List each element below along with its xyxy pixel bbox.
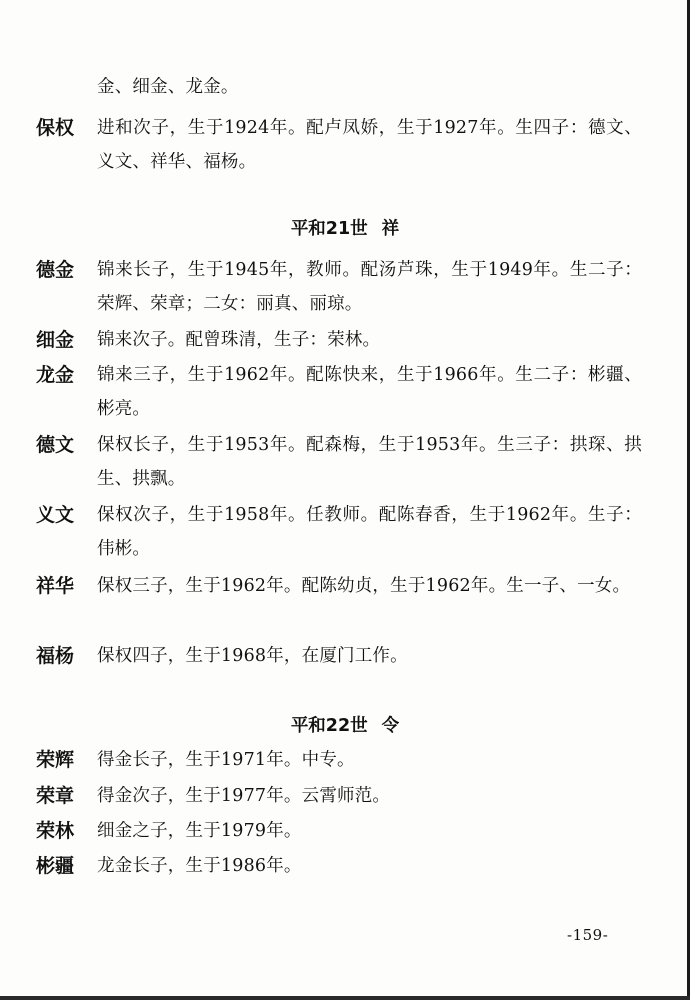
generation-label: 平和21世 (290, 219, 368, 239)
entry-text: 得金长子，生于1971年。中专。 (97, 750, 355, 770)
entry-text: 保权四子，生于1968年，在厦门工作。 (97, 646, 408, 666)
entry-name: 义文 (36, 504, 75, 526)
entry-text: 龙金长子，生于1986年。 (97, 856, 302, 876)
entry-text: 锦来次子。配曾珠清，生子：荣林。 (97, 330, 381, 350)
entry-text: 进和次子，生于1924年。配卢凤娇，生于1927年。生四子：德文、义文、祥华、福杨。 (97, 118, 642, 172)
entry-name: 彬疆 (36, 855, 75, 877)
entry-name: 祥华 (36, 575, 75, 597)
scan-edge-bottom (0, 996, 690, 1000)
entry-text: 保权长子，生于1953年。配森梅，生于1953年。生三子：拱琛、拱生、拱飘。 (97, 435, 642, 489)
entry-name: 福杨 (36, 645, 75, 667)
entry-name: 保权 (36, 117, 75, 139)
entry-name: 德金 (36, 259, 75, 281)
entry-text: 保权三子，生于1962年。配陈幼贞，生于1962年。生一子、一女。 (97, 576, 631, 596)
page-number: -159- (567, 926, 609, 944)
entry-text: 得金次子，生于1977年。云霄师范。 (97, 786, 391, 806)
generation-heading-22 (0, 711, 690, 741)
entry-name: 龙金 (36, 364, 75, 386)
entry-name: 德文 (36, 434, 75, 456)
entry-text: 锦来长子，生于1945年，教师。配汤芦珠，生于1949年。生二子：荣辉、荣章；二女：丽真、丽琼。 (97, 260, 642, 314)
generation-char: 令 (381, 716, 400, 736)
generation-char: 祥 (381, 219, 400, 239)
entry-text: 细金之子，生于1979年。 (97, 821, 302, 841)
entry-text: 保权次子，生于1958年。任教师。配陈春香，生于1962年。生子：伟彬。 (97, 505, 642, 559)
entry-name: 荣章 (36, 785, 75, 807)
entry-name: 细金 (36, 329, 75, 351)
generation-heading-21 (0, 214, 690, 244)
entry-text: 锦来三子，生于1962年。配陈快来，生于1966年。生二子：彬疆、彬亮。 (97, 365, 642, 419)
entry-name: 荣林 (36, 820, 75, 842)
entry-name: 荣辉 (36, 749, 75, 771)
continuation-text: 金、细金、龙金。 (97, 77, 239, 97)
generation-label: 平和22世 (290, 716, 368, 736)
